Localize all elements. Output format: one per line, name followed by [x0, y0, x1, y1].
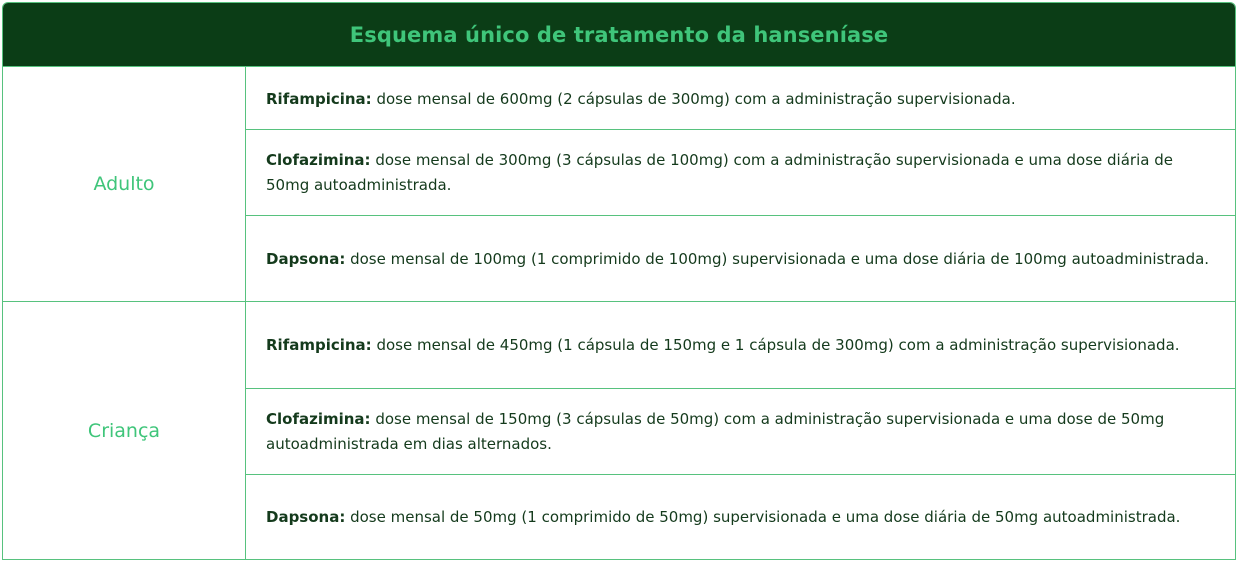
drug-dosage: dose mensal de 150mg (3 cápsulas de 50mg) com a administração supervisionada e uma dose de 50mg autoadministrada em dias alternados.: [266, 409, 1165, 453]
group-adult: [3, 67, 1235, 302]
drug-dosage: dose mensal de 100mg (1 comprimido de 100mg) supervisionada e uma dose diária de 100mg autoadministrada.: [345, 249, 1210, 268]
drug-dosage: dose mensal de 300mg (3 cápsulas de 100mg) com a administração supervisionada e uma dose diária de 50mg autoadministrada.: [266, 150, 1173, 194]
drug-name: Rifampicina:: [266, 335, 372, 354]
drug-dosage: dose mensal de 450mg (1 cápsula de 150mg e 1 cápsula de 300mg) com a administração supervisionada.: [371, 335, 1180, 354]
table-row: [246, 302, 1235, 389]
drug-dosage: dose mensal de 50mg (1 comprimido de 50mg) supervisionada e uma dose diária de 50mg autoadministrada.: [345, 508, 1181, 526]
group-child: [3, 302, 1235, 560]
table-row: [246, 475, 1235, 560]
drug-name: Dapsona:: [266, 508, 346, 526]
group-rows-adult: [246, 67, 1235, 301]
table-row: [246, 216, 1235, 302]
drug-dosage: dose mensal de 600mg (2 cápsulas de 300mg) com a administração supervisionada.: [371, 89, 1016, 108]
table-header: [3, 3, 1235, 67]
table-row: [246, 130, 1235, 216]
drug-name: Clofazimina:: [266, 150, 371, 169]
table-row: [246, 389, 1235, 475]
group-rows-child: [246, 302, 1235, 560]
table-title: Esquema único de tratamento da hanseníase: [349, 22, 889, 47]
group-label-child: Criança: [3, 302, 246, 560]
table-row: [246, 67, 1235, 130]
drug-name: Dapsona:: [266, 249, 346, 268]
drug-name: Clofazimina:: [266, 409, 371, 428]
treatment-table: [2, 2, 1236, 560]
group-label-adult: Adulto: [3, 67, 246, 301]
drug-name: Rifampicina:: [266, 89, 372, 108]
